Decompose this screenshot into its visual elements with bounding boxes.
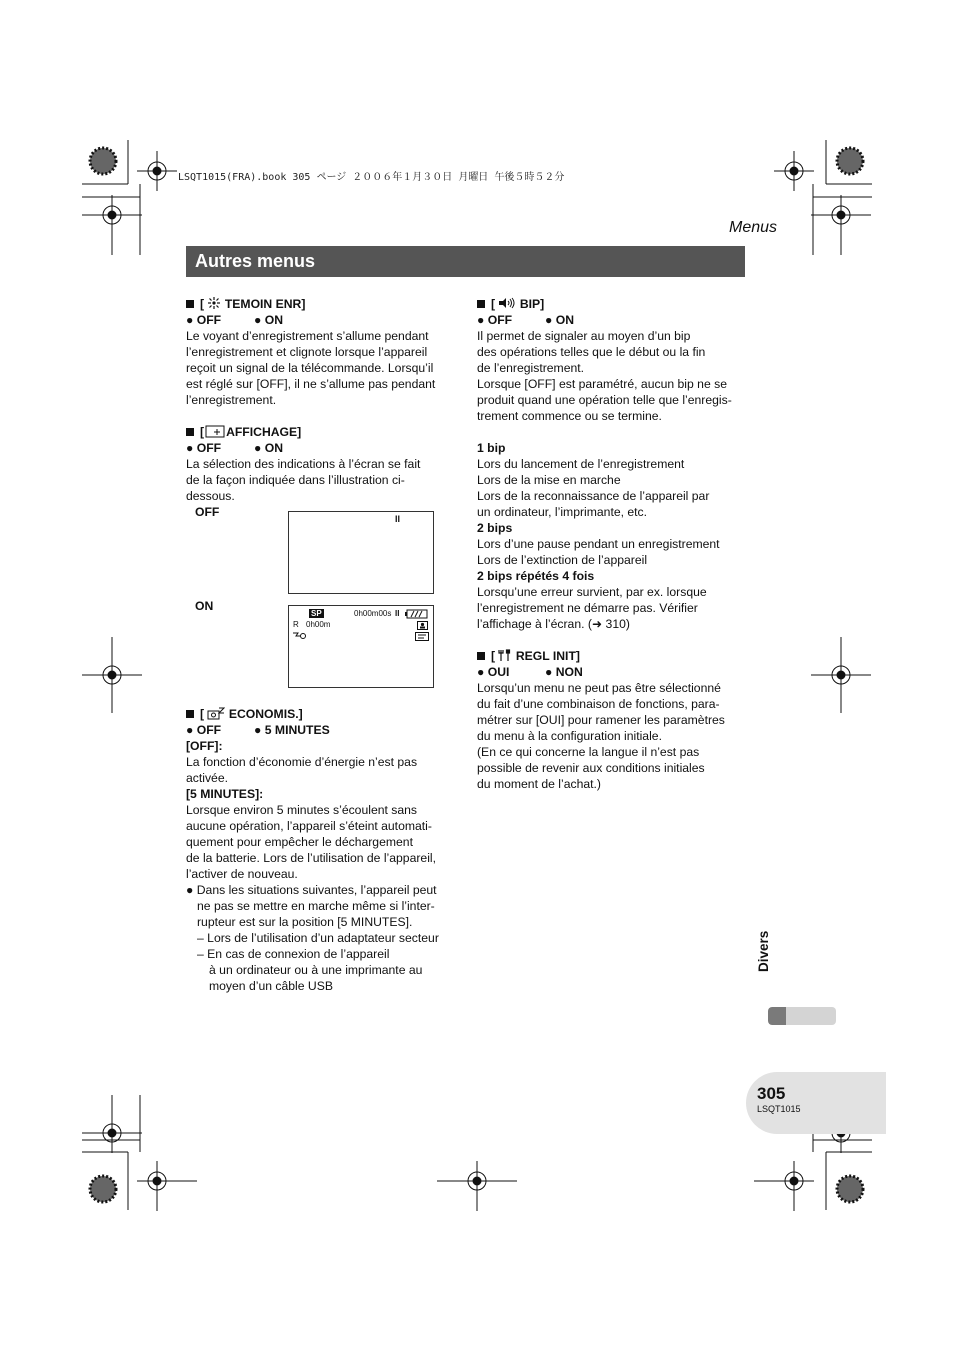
text-line: La fonction d’économie d’énergie n’est pas [186, 755, 418, 769]
left-column [186, 296, 461, 504]
text-line: dessous. [186, 489, 235, 503]
text-line: Lors d’une pause pendant un enregistrement [477, 537, 720, 551]
four-beeps-label: 2 bips répétés 4 fois [477, 569, 595, 583]
text-line: Lors du lancement de l’enregistrement [477, 457, 685, 471]
remaining-time: 0h00m [306, 620, 331, 629]
text-line: reçoit un signal de la télécommande. Lorsqu’il [186, 361, 434, 375]
economis-options: ● OFF ● 5 MINUTES [186, 723, 330, 737]
one-beep-label: 1 bip [477, 441, 506, 455]
screen-off-label: OFF [195, 505, 220, 519]
text-line: Lorsqu’une erreur survient, par ex. lorsque [477, 585, 707, 599]
stabilizer-icon [292, 631, 306, 640]
text-line: La sélection des indications à l’écran se fait [186, 457, 421, 471]
battery-icon [405, 609, 429, 619]
bip-heading: [ BIP] [477, 296, 752, 312]
text-line: rupteur est sur la position [5 MINUTES]. [197, 915, 413, 929]
text-line: à un ordinateur ou à une imprimante au [209, 963, 423, 977]
time-counter: 0h00m00s [354, 609, 392, 618]
print-header: LSQT1015(FRA).book 305 ページ ２００６年１月３０日 月曜日 午後５時５２分 [178, 172, 565, 183]
text-line: (En ce qui concerne la langue il n’est pas [477, 745, 700, 759]
right-column [477, 296, 752, 792]
bip-options: ● OFF ● ON [477, 313, 575, 327]
text-line: l’activer de nouveau. [186, 867, 298, 881]
text-line: des opérations telles que le début ou la fin [477, 345, 706, 359]
sp-mode-badge: SP [311, 609, 322, 618]
text-line: produit quand une opération telle que l’enregis- [477, 393, 732, 407]
temoin-options: ● OFF ● ON [186, 313, 284, 327]
screen-off-illustration [288, 511, 434, 594]
beep-icon [498, 297, 516, 309]
power-save-icon [207, 707, 225, 720]
left-column-2 [186, 706, 461, 994]
text-line: Lors de l’extinction de l’appareil [477, 553, 648, 567]
wind-icon [415, 632, 429, 641]
text-line: Lorsque environ 5 minutes s’écoulent sans [186, 803, 418, 817]
display-icon [205, 425, 225, 438]
light-icon [207, 297, 221, 309]
text-line: métrer sur [OUI] pour ramener les paramètres [477, 713, 725, 727]
bullet-line: ● Dans les situations suivantes, l’appareil peut [186, 883, 437, 897]
text-line: du menu à la configuration initiale. [477, 729, 662, 743]
text-line: l’affichage à l’écran. (➜ 310) [477, 617, 630, 631]
text-line: un ordinateur, l’imprimante, etc. [477, 505, 648, 519]
text-line: Lors de la mise en marche [477, 473, 621, 487]
pause-indicator: II [395, 514, 401, 524]
text-line: Lors de la reconnaissance de l’appareil par [477, 489, 710, 503]
screen-on-illustration [288, 605, 434, 688]
text-line: possible de revenir aux conditions initiales [477, 761, 705, 775]
affichage-options: ● OFF ● ON [186, 441, 284, 455]
text-line: ne pas se mettre en marche même si l’inter- [197, 899, 435, 913]
doc-code: LSQT1015 [757, 1104, 801, 1114]
dash-line: – Lors de l’utilisation d’un adaptateur secteur [197, 931, 439, 945]
person-icon [417, 621, 428, 630]
text-line: quement pour empêcher le déchargement [186, 835, 413, 849]
page-title: Autres menus [186, 246, 745, 277]
two-beeps-label: 2 bips [477, 521, 513, 535]
text-line: trement commence ou se termine. [477, 409, 662, 423]
text-line: de la façon indiquée dans l’illustration ci- [186, 473, 405, 487]
temoin-heading: [ TEMOIN ENR] [186, 296, 461, 312]
text-line: l’enregistrement ne démarre pas. Vérifier [477, 601, 698, 615]
tools-icon [498, 649, 512, 662]
section-label: Menus [729, 219, 778, 236]
text-line: du moment de l’achat.) [477, 777, 601, 791]
text-line: l’enregistrement. [186, 393, 277, 407]
dash-line: – En cas de connexion de l’appareil [197, 947, 390, 961]
text-line: de la batterie. Lors de l’utilisation de l’appareil, [186, 851, 436, 865]
affichage-heading: [ AFFICHAGE] [186, 424, 461, 440]
text-line: l’enregistrement et clignote lorsque l’appareil [186, 345, 428, 359]
rec-indicator: R [293, 620, 299, 629]
text-line: de l’enregistrement. [477, 361, 585, 375]
text-line: est réglé sur [OFF], il ne s’allume pas pendant [186, 377, 436, 391]
screen-on-label: ON [195, 599, 214, 613]
side-tab-label: Divers [756, 930, 771, 972]
text-line: aucune opération, l’appareil s’éteint automati- [186, 819, 432, 833]
text-line: Lorsque [OFF] est paramétré, aucun bip ne se [477, 377, 727, 391]
regl-heading: [ REGL INIT] [477, 648, 752, 664]
text-line: Le voyant d’enregistrement s’allume pendant [186, 329, 429, 343]
text-line: Lorsqu’un menu ne peut pas être sélectionné [477, 681, 721, 695]
side-tab-indicator [768, 1007, 836, 1025]
text-line: Il permet de signaler au moyen d’un bip [477, 329, 691, 343]
pause-indicator: II [395, 609, 400, 618]
text-line: activée. [186, 771, 229, 785]
off-label: [OFF]: [186, 739, 223, 753]
page-number: 305 [757, 1084, 786, 1103]
five-minutes-label: [5 MINUTES]: [186, 787, 264, 801]
text-line: du fait d’une combinaison de fonctions, para- [477, 697, 720, 711]
regl-options: ● OUI ● NON [477, 665, 583, 679]
economis-heading: [ ECONOMIS.] [186, 706, 461, 722]
text-line: moyen d’un câble USB [209, 979, 333, 993]
